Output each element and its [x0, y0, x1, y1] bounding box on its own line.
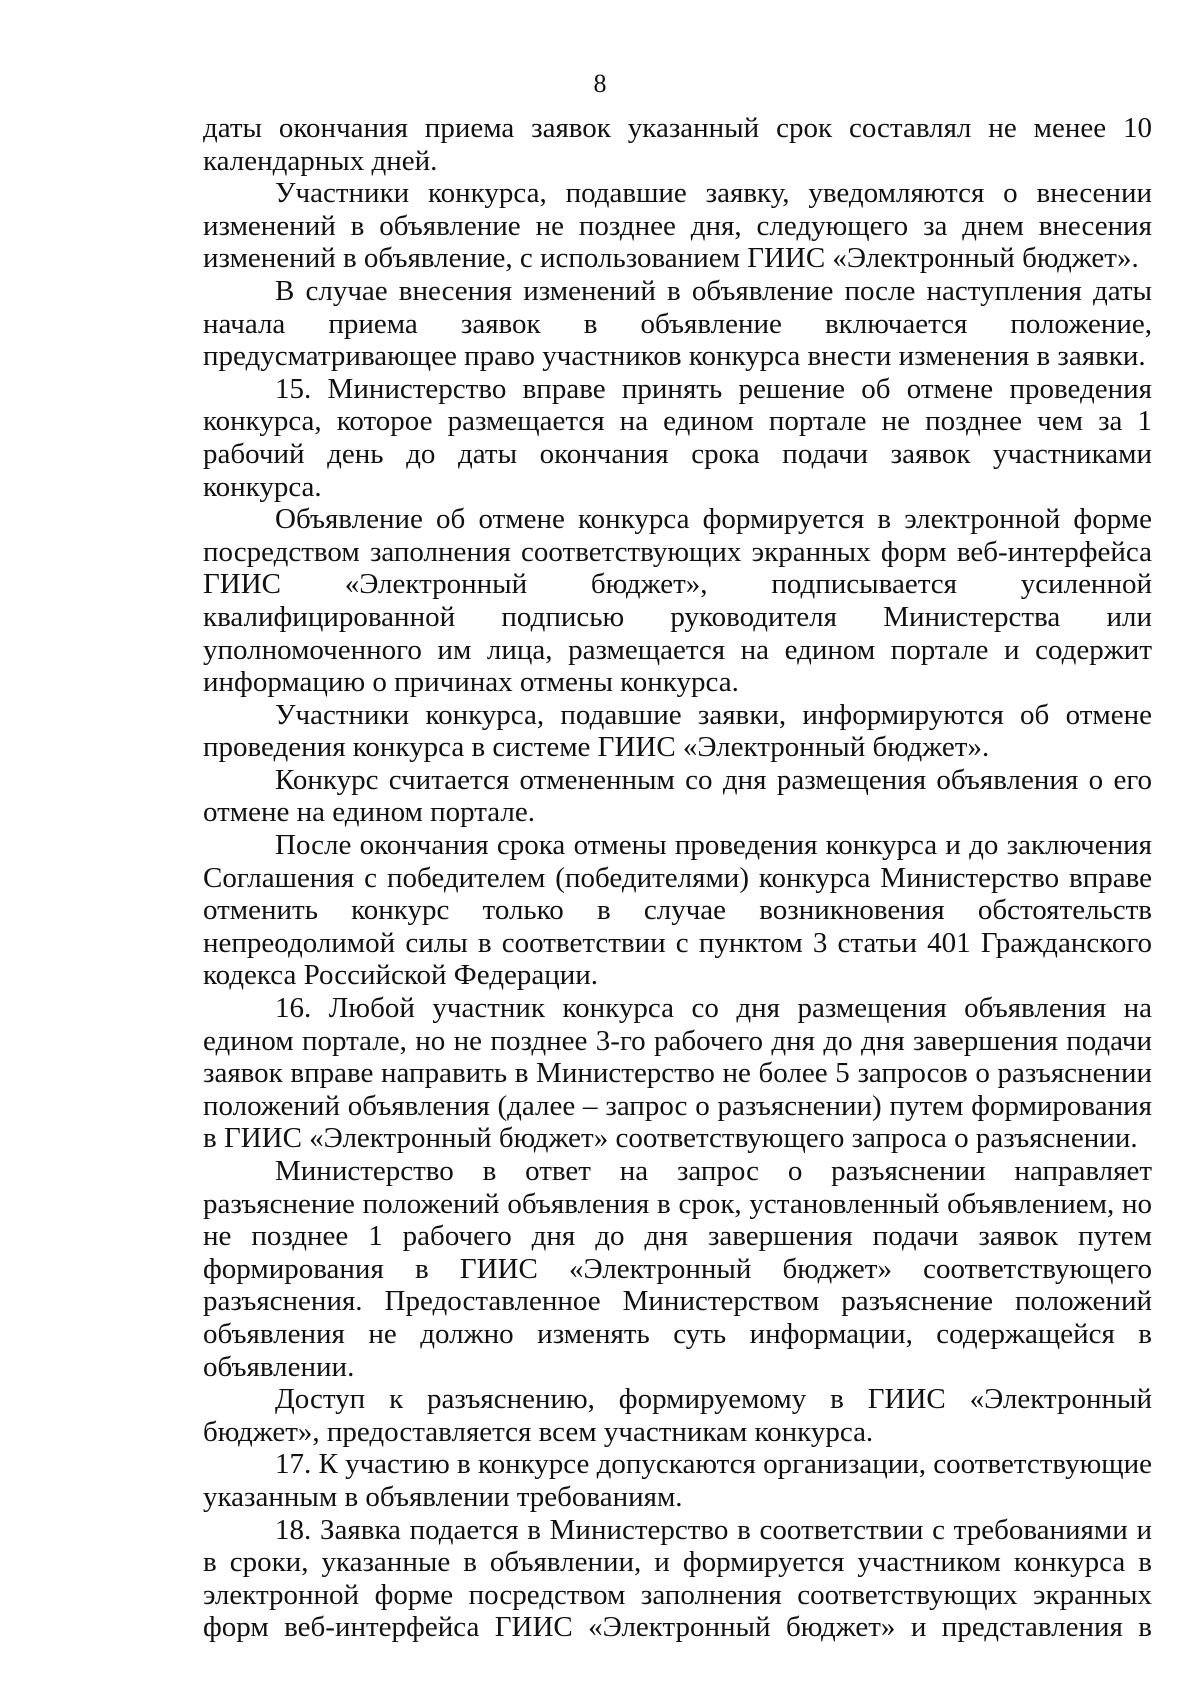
- paragraph: Доступ к разъяснению, формируемому в ГИИС «Электронный бюджет», предоставляется всем участникам конкурса.: [203, 1383, 1152, 1448]
- paragraph-clause-16: 16. Любой участник конкурса со дня размещения объявления на едином портале, но не позднее 3-го рабочего дня до дня завершения подачи заявок вправе направить в Министерство не более 5 запросов о разъяснении положений объявления (далее – запрос о разъяснении) путем формирования в ГИИС «Электронный бюджет» соответствующего запроса о разъяснении.: [203, 992, 1152, 1155]
- paragraph-continuation: даты окончания приема заявок указанный срок составлял не менее 10 календарных дней.: [203, 112, 1152, 177]
- paragraph: В случае внесения изменений в объявление после наступления даты начала приема заявок в объявление включается положение, предусматривающее право участников конкурса внести изменения в заявки.: [203, 274, 1152, 373]
- paragraph: Участники конкурса, подавшие заявки, информируются об отмене проведения конкурса в системе ГИИС «Электронный бюджет».: [203, 698, 1152, 764]
- paragraph: Участники конкурса, подавшие заявку, уведомляются о внесении изменений в объявление не позднее дня, следующего за днем внесения изменений в объявление, с использованием ГИИС «Электронный бюджет».: [203, 177, 1152, 275]
- paragraph-clause-15: 15. Министерство вправе принять решение об отмене проведения конкурса, которое размещается на едином портале не позднее чем за 1 рабочий день до даты окончания срока подачи заявок участниками конкурса.: [203, 372, 1152, 503]
- document-body: [203, 112, 1152, 1644]
- paragraph-clause-18: 18. Заявка подается в Министерство в соответствии с требованиями и в сроки, указанные в объявлении, и формируется участником конкурса в электронной форме посредством заполнения соответствующих экранных форм веб-интерфейса ГИИС «Электронный бюджет» и представления в: [203, 1513, 1152, 1644]
- paragraph: Конкурс считается отмененным со дня размещения объявления о его отмене на едином портале.: [203, 763, 1152, 829]
- page-number: 8: [593, 69, 607, 98]
- paragraph: Объявление об отмене конкурса формируется в электронной форме посредством заполнения соответствующих экранных форм веб-интерфейса ГИИС «Электронный бюджет», подписывается усиленной квалифицированной подписью руководителя Министерства или уполномоченного им лица, размещается на едином портале и содержит информацию о причинах отмены конкурса.: [203, 503, 1152, 699]
- paragraph-clause-17: 17. К участию в конкурсе допускаются организации, соответствующие указанным в объявлении требованиям.: [203, 1448, 1152, 1513]
- paragraph: Министерство в ответ на запрос о разъяснении направляет разъяснение положений объявления в срок, установленный объявлением, но не позднее 1 рабочего дня до дня завершения подачи заявок путем формирования в ГИИС «Электронный бюджет» соответствующего разъяснения. Предоставленное Министерством разъяснение положений объявления не должно изменять суть информации, содержащейся в объявлении.: [203, 1155, 1152, 1383]
- paragraph: После окончания срока отмены проведения конкурса и до заключения Соглашения с победителем (победителями) конкурса Министерство вправе отменить конкурс только в случае возникновения обстоятельств непреодолимой силы в соответствии с пунктом 3 статьи 401 Гражданского кодекса Российской Федерации.: [203, 829, 1152, 992]
